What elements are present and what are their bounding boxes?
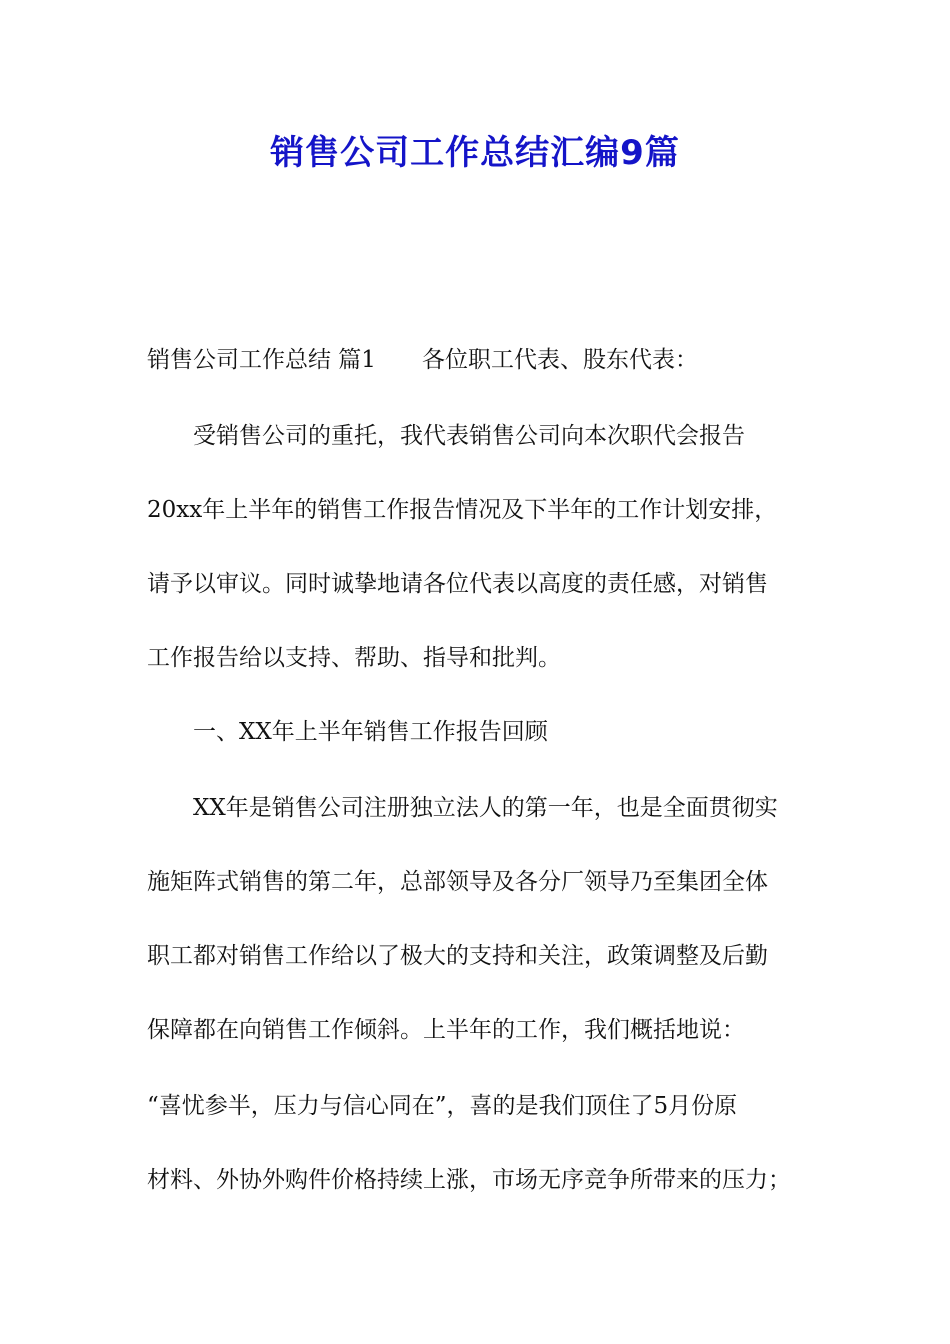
salutation: 各位职工代表、股东代表： (421, 347, 698, 373)
body-line: 请予以审议。同时诚挚地请各位代表以高度的责任感，对销售 (147, 571, 768, 597)
body-line: 20xx年上半年的销售工作报告情况及下半年的工作计划安排， (147, 497, 778, 523)
body-line: “喜忧参半，压力与信心同在”，喜的是我们顶住了5月份原 (147, 1093, 738, 1119)
body-line: 工作报告给以支持、帮助、指导和批判。 (147, 645, 561, 671)
body-line: 职工都对销售工作给以了极大的支持和关注，政策调整及后勤 (147, 943, 768, 969)
body-line: 受销售公司的重托，我代表销售公司向本次职代会报告 (193, 423, 745, 449)
subsection-heading: 一、XX年上半年销售工作报告回顾 (193, 719, 548, 745)
body-line: 施矩阵式销售的第二年，总部领导及各分厂领导乃至集团全体 (147, 869, 768, 895)
document-title: 销售公司工作总结汇编9篇 (270, 133, 680, 173)
section-label: 销售公司工作总结 篇1 (147, 347, 376, 373)
body-line: XX年是销售公司注册独立法人的第一年，也是全面贯彻实 (193, 795, 778, 821)
section-heading-line (147, 342, 698, 378)
body-line: 保障都在向销售工作倾斜。上半年的工作，我们概括地说： (147, 1017, 745, 1043)
body-line: 材料、外协外购件价格持续上涨，市场无序竞争所带来的压力； (147, 1167, 791, 1193)
